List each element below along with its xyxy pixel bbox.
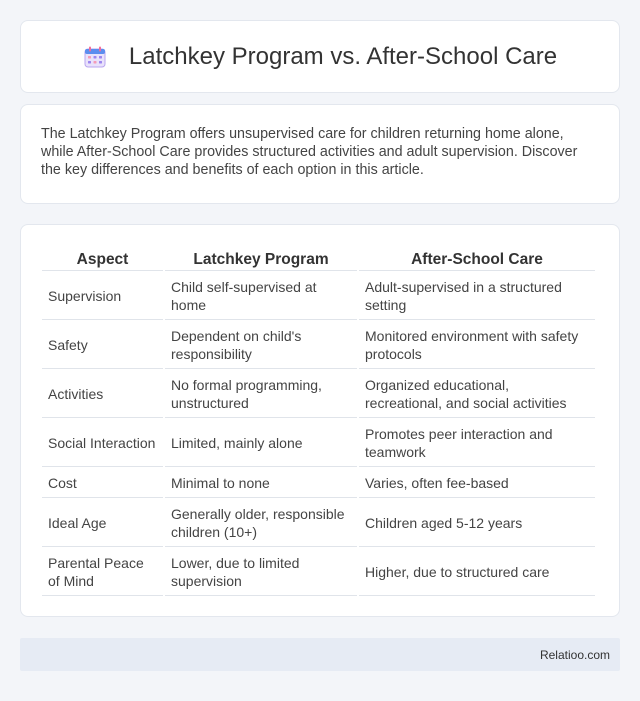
header-latchkey: Latchkey Program (165, 247, 357, 271)
cell-after-school: Children aged 5-12 years (359, 500, 595, 547)
cell-latchkey: Child self-supervised at home (165, 273, 357, 320)
cell-latchkey: Generally older, responsible children (10+) (165, 500, 357, 547)
comparison-table (40, 245, 597, 598)
intro-text: The Latchkey Program offers unsupervised care for children returning home alone, while After-School Care provides structured activities and adult supervision. Discover the key differences and benefits of each option in this article. (41, 126, 578, 178)
cell-aspect: Activities (42, 371, 163, 418)
calendar-icon (83, 45, 107, 69)
cell-after-school: Varies, often fee-based (359, 469, 595, 498)
cell-latchkey: Limited, mainly alone (165, 420, 357, 467)
footer (20, 638, 620, 671)
table-row (42, 469, 595, 498)
table-row (42, 273, 595, 320)
cell-after-school: Adult-supervised in a structured setting (359, 273, 595, 320)
cell-aspect: Ideal Age (42, 500, 163, 547)
table-card (20, 224, 620, 617)
title-card (20, 20, 620, 93)
cell-latchkey: No formal programming, unstructured (165, 371, 357, 418)
table-header-row (42, 247, 595, 271)
cell-after-school: Promotes peer interaction and teamwork (359, 420, 595, 467)
header-aspect: Aspect (42, 247, 163, 271)
cell-latchkey: Minimal to none (165, 469, 357, 498)
cell-aspect: Social Interaction (42, 420, 163, 467)
table-row (42, 371, 595, 418)
cell-after-school: Higher, due to structured care (359, 549, 595, 596)
cell-after-school: Monitored environment with safety protocols (359, 322, 595, 369)
intro-card (20, 104, 620, 204)
cell-latchkey: Lower, due to limited supervision (165, 549, 357, 596)
header-after-school: After-School Care (359, 247, 595, 271)
table-row (42, 549, 595, 596)
cell-latchkey: Dependent on child's responsibility (165, 322, 357, 369)
table-row (42, 322, 595, 369)
cell-aspect: Supervision (42, 273, 163, 320)
footer-brand[interactable]: Relatioo.com (539, 647, 610, 662)
table-row (42, 420, 595, 467)
table-row (42, 500, 595, 547)
cell-aspect: Cost (42, 469, 163, 498)
cell-after-school: Organized educational, recreational, and social activities (359, 371, 595, 418)
cell-aspect: Parental Peace of Mind (42, 549, 163, 596)
cell-aspect: Safety (42, 322, 163, 369)
page-title: Latchkey Program vs. After-School Care (128, 42, 558, 70)
